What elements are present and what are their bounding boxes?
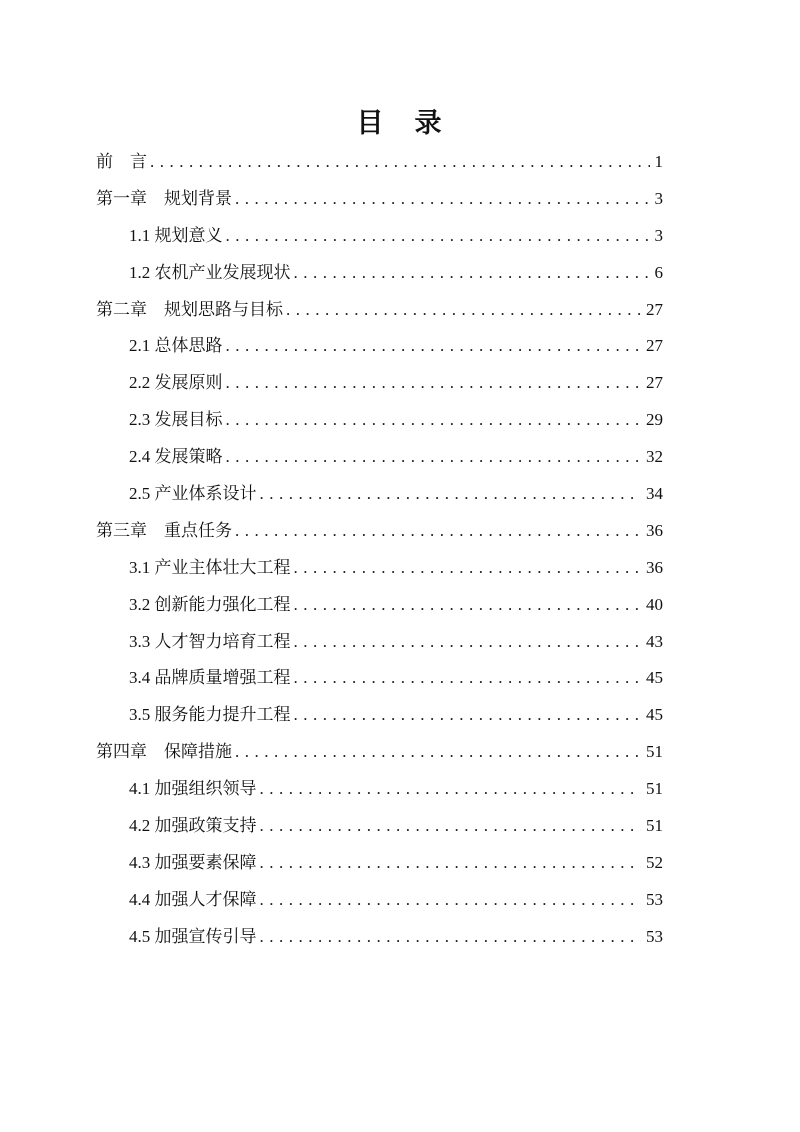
- toc-entry[interactable]: [96, 144, 663, 181]
- toc-entry-page: 3: [654, 225, 663, 245]
- toc-leader-dots: [260, 919, 642, 956]
- toc-entry-label: 3.3 人才智力培育工程: [129, 631, 291, 651]
- toc-leader-dots: [260, 882, 642, 919]
- toc-entry-label: 第二章 规划思路与目标: [96, 299, 283, 319]
- toc-entry[interactable]: [96, 181, 663, 218]
- toc-entry-page: 53: [646, 926, 663, 946]
- toc-leader-dots: [294, 660, 642, 697]
- toc-entry-label: 第三章 重点任务: [96, 520, 232, 540]
- toc-leader-dots: [226, 218, 650, 255]
- toc-entry[interactable]: [96, 624, 663, 661]
- toc-entry-page: 43: [646, 631, 663, 651]
- toc-entry[interactable]: [96, 255, 663, 292]
- toc-leader-dots: [294, 624, 642, 661]
- toc-leader-dots: [294, 550, 642, 587]
- toc-leader-dots: [286, 292, 641, 329]
- toc-entry-label: 1.1 规划意义: [129, 225, 223, 245]
- toc-entry-page: 51: [646, 742, 663, 762]
- toc-entry-label: 3.5 服务能力提升工程: [129, 705, 291, 725]
- toc-entry[interactable]: [96, 292, 663, 329]
- toc-entry-label: 2.3 发展目标: [129, 410, 223, 430]
- toc-entry-page: 29: [646, 410, 663, 430]
- toc-entry-label: 3.2 创新能力强化工程: [129, 594, 291, 614]
- toc-entry-page: 40: [646, 594, 663, 614]
- toc-entry-page: 1: [654, 152, 663, 171]
- toc-entry-page: 51: [646, 779, 663, 799]
- toc-entry-label: 第四章 保障措施: [96, 742, 232, 762]
- toc-leader-dots: [294, 255, 650, 292]
- toc-entry-page: 32: [646, 447, 663, 467]
- toc-entry-page: 53: [646, 889, 663, 909]
- toc-entry[interactable]: [96, 734, 663, 771]
- toc-leader-dots: [260, 771, 642, 808]
- toc-entry-label: 1.2 农机产业发展现状: [129, 262, 291, 282]
- toc-entry[interactable]: [96, 513, 663, 550]
- toc-entry-page: 45: [646, 668, 663, 688]
- toc-entry-label: 4.3 加强要素保障: [129, 852, 257, 872]
- toc-leader-dots: [226, 328, 642, 365]
- toc-leader-dots: [226, 365, 642, 402]
- toc-entry-label: 第一章 规划背景: [96, 188, 232, 208]
- toc-entry[interactable]: [96, 845, 663, 882]
- toc-entry[interactable]: [96, 808, 663, 845]
- page-title: 目 录: [356, 108, 444, 138]
- toc-entry-page: 34: [646, 484, 663, 504]
- toc-entry[interactable]: [96, 919, 663, 956]
- toc-entry[interactable]: [96, 365, 663, 402]
- toc-entry-page: 52: [646, 852, 663, 872]
- toc-entry[interactable]: [96, 328, 663, 365]
- toc-leader-dots: [294, 587, 642, 624]
- toc-leader-dots: [150, 144, 650, 181]
- toc-entry-label: 3.4 品牌质量增强工程: [129, 668, 291, 688]
- toc-entry-label: 4.4 加强人才保障: [129, 889, 257, 909]
- toc-entry-page: 36: [646, 520, 663, 540]
- toc-leader-dots: [235, 513, 641, 550]
- toc-entry[interactable]: [96, 439, 663, 476]
- toc-entry[interactable]: [96, 476, 663, 513]
- toc-entry[interactable]: [96, 218, 663, 255]
- toc-entry-page: 27: [646, 373, 663, 393]
- toc-entry-label: 4.1 加强组织领导: [129, 779, 257, 799]
- toc-leader-dots: [235, 734, 641, 771]
- toc-entry-page: 6: [654, 262, 663, 282]
- table-of-contents: [96, 144, 663, 956]
- toc-entry-page: 27: [646, 299, 663, 319]
- toc-leader-dots: [226, 439, 642, 476]
- toc-entry-label: 前 言: [96, 152, 147, 171]
- toc-entry[interactable]: [96, 402, 663, 439]
- toc-leader-dots: [260, 476, 642, 513]
- toc-entry-page: 27: [646, 336, 663, 356]
- toc-leader-dots: [260, 808, 642, 845]
- toc-entry-label: 4.2 加强政策支持: [129, 816, 257, 836]
- toc-entry-label: 4.5 加强宣传引导: [129, 926, 257, 946]
- toc-entry-label: 2.5 产业体系设计: [129, 484, 257, 504]
- toc-leader-dots: [260, 845, 642, 882]
- toc-entry-page: 51: [646, 816, 663, 836]
- toc-entry[interactable]: [96, 550, 663, 587]
- toc-entry[interactable]: [96, 660, 663, 697]
- toc-entry-page: 3: [654, 188, 663, 208]
- toc-leader-dots: [226, 402, 642, 439]
- toc-entry[interactable]: [96, 771, 663, 808]
- toc-entry-label: 3.1 产业主体壮大工程: [129, 557, 291, 577]
- toc-leader-dots: [294, 697, 642, 734]
- toc-leader-dots: [235, 181, 650, 218]
- toc-entry-label: 2.1 总体思路: [129, 336, 223, 356]
- toc-entry[interactable]: [96, 882, 663, 919]
- toc-entry[interactable]: [96, 587, 663, 624]
- toc-entry[interactable]: [96, 697, 663, 734]
- toc-entry-page: 36: [646, 557, 663, 577]
- toc-entry-page: 45: [646, 705, 663, 725]
- toc-entry-label: 2.2 发展原则: [129, 373, 223, 393]
- toc-entry-label: 2.4 发展策略: [129, 447, 223, 467]
